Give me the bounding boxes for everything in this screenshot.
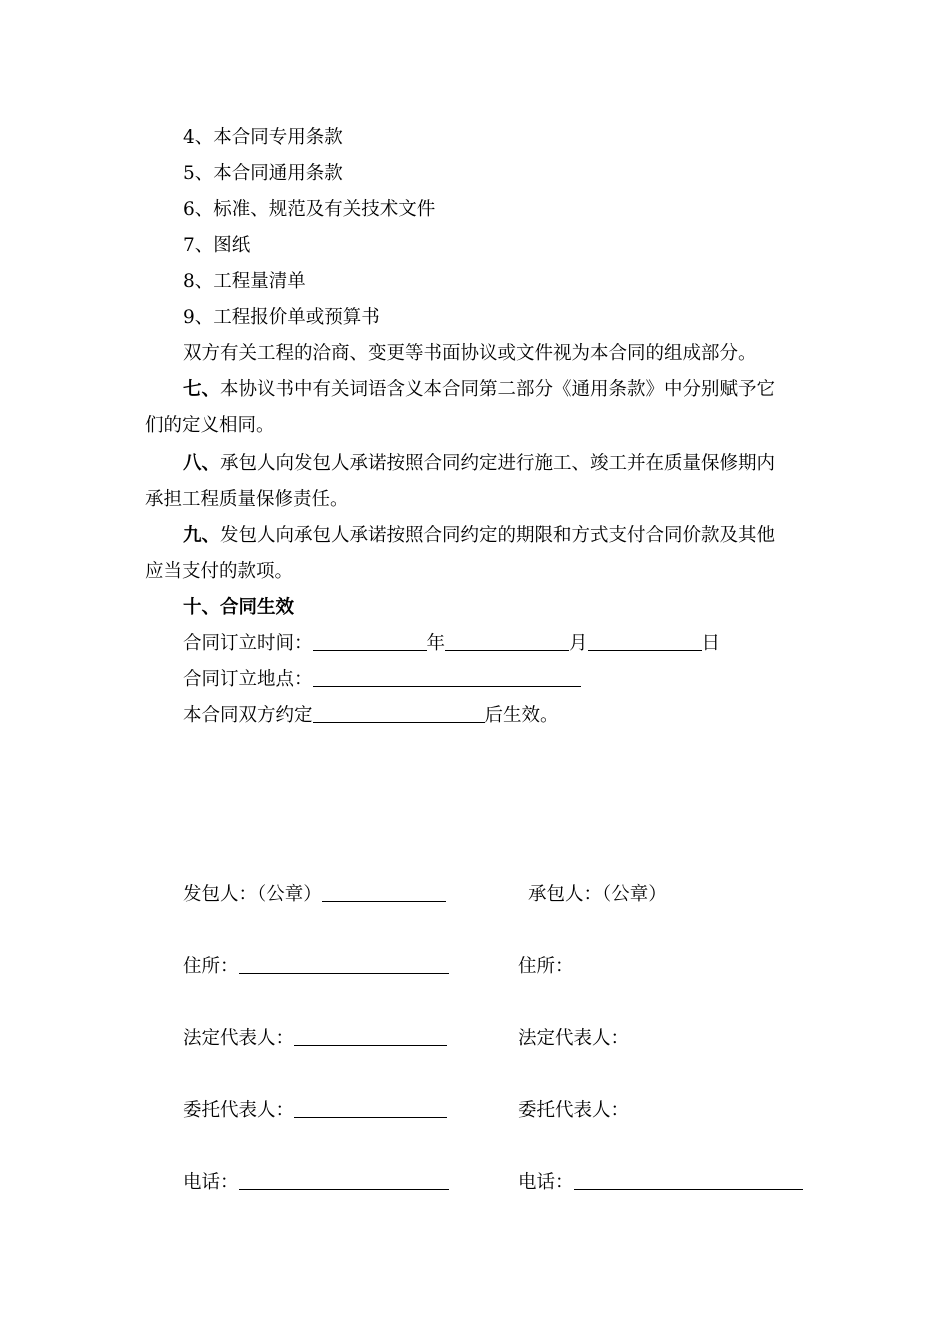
employer-seal-row: [183, 883, 446, 907]
list-item: 7、图纸: [183, 235, 251, 256]
employer-party-label: 发包人：（公章）: [183, 884, 322, 905]
contractor-phone-blank[interactable]: [574, 1171, 803, 1190]
contractor-phone-label: 电话：: [518, 1172, 574, 1193]
clause-9-continuation: 应当支付的款项。: [145, 561, 294, 582]
agreement-row: [183, 704, 559, 728]
employer-phone-blank[interactable]: [239, 1171, 449, 1190]
clause-7: [183, 378, 775, 402]
list-item: 6、标准、规范及有关技术文件: [183, 199, 436, 220]
signing-place-blank[interactable]: [313, 668, 581, 687]
employer-address-blank[interactable]: [239, 955, 449, 974]
month-label: 月: [569, 633, 588, 654]
list-item: 9、工程报价单或预算书: [183, 307, 380, 328]
contractor-agent-label: 委托代表人：: [518, 1100, 630, 1121]
clause-8-continuation: 承担工程质量保修责任。: [145, 489, 349, 510]
day-blank[interactable]: [588, 632, 702, 651]
signing-time-label: 合同订立时间：: [183, 633, 313, 654]
employer-seal-blank[interactable]: [322, 883, 446, 902]
clause-9-text: 发包人向承包人承诺按照合同约定的期限和方式支付合同价款及其他: [220, 525, 776, 546]
employer-agent-blank[interactable]: [294, 1099, 447, 1118]
clause-8-heading: 八、: [183, 453, 221, 474]
signing-place-label: 合同订立地点：: [183, 669, 313, 690]
list-item: 5、本合同通用条款: [183, 163, 343, 184]
clause-7-continuation: 们的定义相同。: [145, 415, 275, 436]
consult-note: 双方有关工程的洽商、变更等书面协议或文件视为本合同的组成部分。: [183, 343, 757, 364]
employer-address-row: [183, 955, 449, 979]
clause-10-heading: 十、合同生效: [183, 597, 295, 618]
clause-8: [183, 452, 775, 476]
day-label: 日: [701, 633, 721, 654]
clause-7-text: 本协议书中有关词语含义本合同第二部分《通用条款》中分别赋予它: [220, 379, 776, 400]
employer-phone-label: 电话：: [183, 1172, 239, 1193]
contractor-phone-row: [518, 1171, 803, 1195]
signing-time-row: [183, 632, 720, 656]
clause-8-text: 承包人向发包人承诺按照合同约定进行施工、竣工并在质量保修期内: [220, 453, 776, 474]
signing-place-row: [183, 668, 581, 692]
year-label: 年: [426, 633, 446, 654]
clause-7-heading: 七、: [183, 379, 221, 400]
employer-address-label: 住所：: [183, 956, 239, 977]
list-item: 4、本合同专用条款: [183, 127, 343, 148]
agreement-condition-blank[interactable]: [313, 704, 485, 723]
employer-legal-rep-row: [183, 1027, 447, 1051]
clause-9-heading: 九、: [183, 525, 221, 546]
contractor-legal-rep-label: 法定代表人：: [518, 1028, 630, 1049]
agreement-suffix: 后生效。: [484, 705, 559, 726]
contractor-address-label: 住所：: [518, 956, 574, 977]
list-item: 8、工程量清单: [183, 271, 306, 292]
agreement-prefix: 本合同双方约定: [183, 705, 313, 726]
employer-legal-rep-label: 法定代表人：: [183, 1028, 295, 1049]
employer-legal-rep-blank[interactable]: [294, 1027, 447, 1046]
year-blank[interactable]: [313, 632, 427, 651]
month-blank[interactable]: [445, 632, 569, 651]
clause-9: [183, 524, 775, 548]
employer-phone-row: [183, 1171, 449, 1195]
employer-agent-label: 委托代表人：: [183, 1100, 295, 1121]
employer-agent-row: [183, 1099, 447, 1123]
contractor-party-label: 承包人：（公章）: [528, 884, 667, 905]
